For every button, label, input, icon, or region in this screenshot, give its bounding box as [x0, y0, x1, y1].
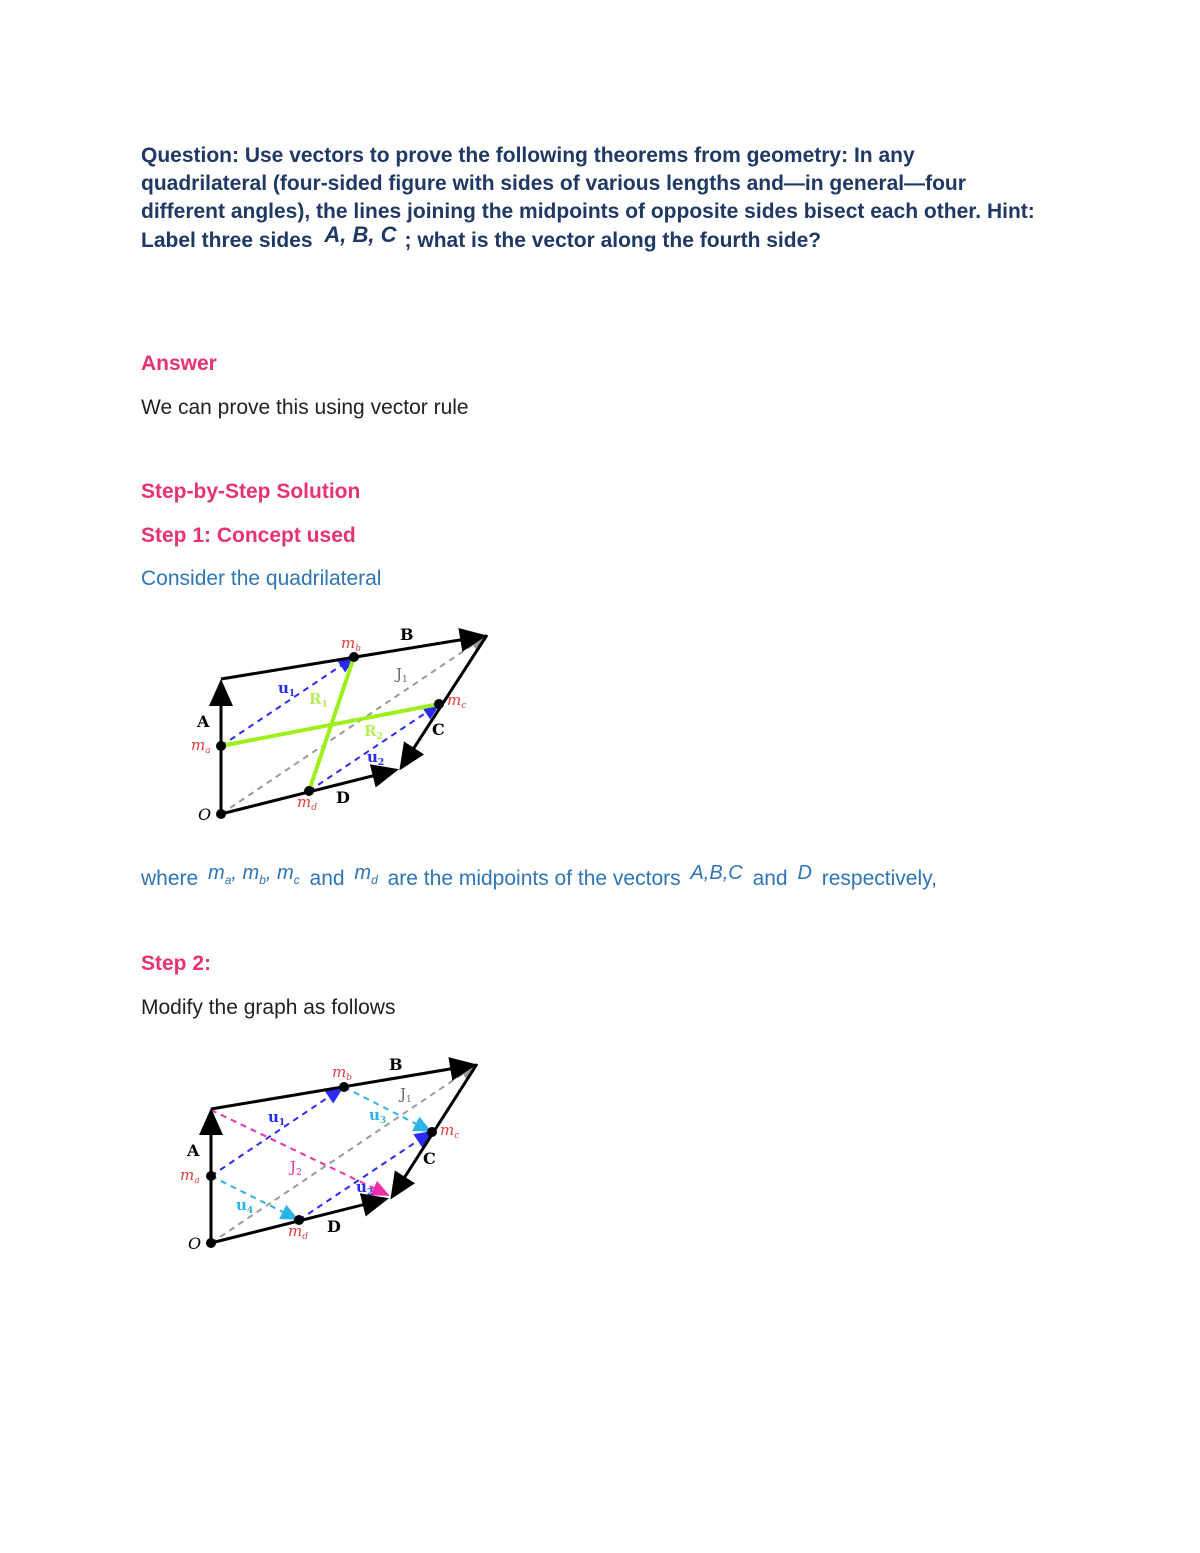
caption-vector-d: D: [797, 862, 812, 884]
edge-c: [401, 635, 487, 768]
label-ma: $m_a$: [191, 736, 211, 756]
label-b: B: [389, 1055, 403, 1074]
question-math-vectors: A, B, C: [324, 222, 397, 247]
label-ma: $m_a$: [180, 1166, 200, 1186]
caption-vectors-abc: A,B,C: [690, 862, 743, 884]
label-mc: $m_c$: [447, 691, 467, 711]
point-mb: [339, 1082, 349, 1092]
point-ma: [206, 1171, 216, 1181]
question-text: [141, 142, 1041, 255]
label-md: $m_d$: [297, 793, 317, 813]
label-u2: $u_2$: [356, 1178, 374, 1198]
answer-heading: Answer: [141, 352, 217, 375]
caption-where: where: [141, 867, 199, 890]
caption-end: respectively,: [821, 867, 937, 890]
label-a: A: [187, 1141, 200, 1160]
answer-text: We can prove this using vector rule: [141, 396, 469, 419]
caption-and-1: and: [309, 867, 345, 890]
label-a: A: [197, 712, 210, 731]
point-mc: [427, 1127, 437, 1137]
label-j2: $J_2$: [290, 1158, 302, 1178]
point-mc: [434, 699, 444, 709]
quadrilateral-figure-1: [190, 620, 500, 830]
step2-heading: Step 2:: [141, 952, 212, 975]
label-u1: $u_1$: [268, 1108, 286, 1128]
caption-md-symbol: $m_d$: [354, 862, 378, 887]
label-r2: $R_2$: [364, 722, 383, 742]
step1-heading: Step 1: Concept used: [141, 524, 356, 547]
point-ma: [216, 741, 226, 751]
label-mb: $m_b$: [341, 634, 361, 654]
quadrilateral-figure-2: [180, 1050, 490, 1260]
vector-u2: [299, 1132, 431, 1220]
label-j1: $J_1$: [396, 665, 408, 685]
step2-text: Modify the graph as follows: [141, 996, 396, 1019]
label-j1: $J_1$: [400, 1085, 412, 1105]
point-o: [216, 809, 226, 819]
step1-caption: [141, 862, 937, 893]
point-o: [206, 1238, 216, 1248]
caption-midpoint-symbols: $m_a$, $m_b$, $m_c$: [208, 862, 300, 887]
label-d: D: [327, 1217, 341, 1236]
solution-heading: Step-by-Step Solution: [141, 480, 361, 503]
question-part2: ; what is the vector along the fourth side?: [404, 229, 822, 252]
label-o: O: [188, 1234, 202, 1253]
label-u1: $u_1$: [278, 679, 296, 699]
label-b: B: [400, 625, 414, 644]
label-c: C: [432, 720, 445, 739]
label-c: C: [423, 1149, 436, 1168]
label-u2: $u_2$: [367, 748, 385, 768]
label-u4: $u_4$: [236, 1196, 254, 1216]
vector-u4: [211, 1176, 297, 1219]
label-mb: $m_b$: [332, 1063, 352, 1083]
label-o: O: [198, 805, 212, 824]
label-u3: $u_3$: [369, 1106, 387, 1126]
step1-text: Consider the quadrilateral: [141, 567, 382, 590]
question-part1: Question: Use vectors to prove the following theorems from geometry: In any quadrilateral (four-sided figure with sides of various lengths and—in general—four different angles), the lines joining the midpoints of opposite sides bisect each other. Hint: Label three sides: [141, 144, 1035, 252]
label-mc: $m_c$: [440, 1121, 460, 1141]
label-md: $m_d$: [288, 1222, 308, 1242]
caption-middle: are the midpoints of the vectors: [387, 867, 681, 890]
caption-and-2: and: [752, 867, 788, 890]
label-r1: $R_1$: [309, 690, 328, 710]
line-md-mb: [309, 657, 354, 791]
label-d: D: [336, 788, 350, 807]
